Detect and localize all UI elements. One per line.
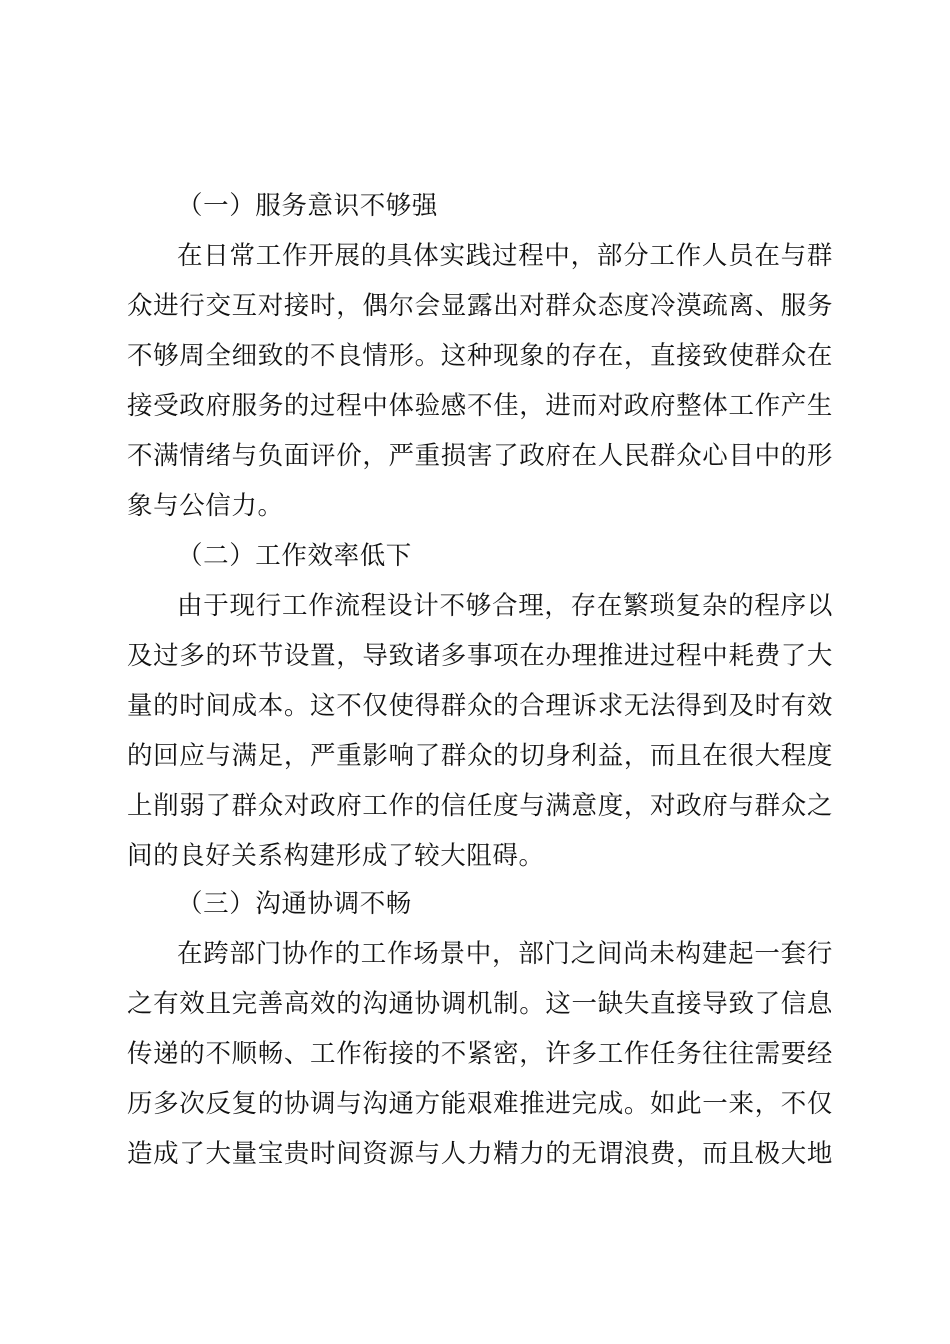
paragraph-line: 由于现行工作流程设计不够合理，存在繁琐复杂的程序以 (177, 591, 833, 621)
paragraph-line: 造成了大量宝贵时间资源与人力精力的无谓浪费，而且极大地 (127, 1139, 833, 1169)
paragraph-line: 接受政府服务的过程中体验感不佳，进而对政府整体工作产生 (127, 391, 833, 421)
paragraph-line: 不满情绪与负面评价，严重损害了政府在人民群众心目中的形 (127, 441, 833, 471)
paragraph-line: 不够周全细致的不良情形。这种现象的存在，直接致使群众在 (127, 341, 833, 371)
paragraph-line: 象与公信力。 (127, 491, 284, 521)
section-heading: （三）沟通协调不畅 (177, 889, 412, 919)
paragraph-line: 量的时间成本。这不仅使得群众的合理诉求无法得到及时有效 (127, 691, 833, 721)
paragraph-line: 上削弱了群众对政府工作的信任度与满意度，对政府与群众之 (127, 791, 833, 821)
paragraph-line: 之有效且完善高效的沟通协调机制。这一缺失直接导致了信息 (127, 989, 833, 1019)
paragraph-line: 及过多的环节设置，导致诸多事项在办理推进过程中耗费了大 (127, 641, 833, 671)
paragraph-line: 在日常工作开展的具体实践过程中，部分工作人员在与群 (177, 241, 833, 271)
paragraph-line: 传递的不顺畅、工作衔接的不紧密，许多工作任务往往需要经 (127, 1039, 833, 1069)
paragraph-line: 在跨部门协作的工作场景中，部门之间尚未构建起一套行 (177, 939, 833, 969)
section-heading: （二）工作效率低下 (177, 541, 412, 571)
paragraph-line: 的回应与满足，严重影响了群众的切身利益，而且在很大程度 (127, 741, 833, 771)
section-heading: （一）服务意识不够强 (177, 191, 439, 221)
paragraph-line: 历多次反复的协调与沟通方能艰难推进完成。如此一来，不仅 (127, 1089, 833, 1119)
paragraph-line: 众进行交互对接时，偶尔会显露出对群众态度冷漠疏离、服务 (127, 291, 833, 321)
paragraph-line: 间的良好关系构建形成了较大阻碍。 (127, 841, 545, 871)
